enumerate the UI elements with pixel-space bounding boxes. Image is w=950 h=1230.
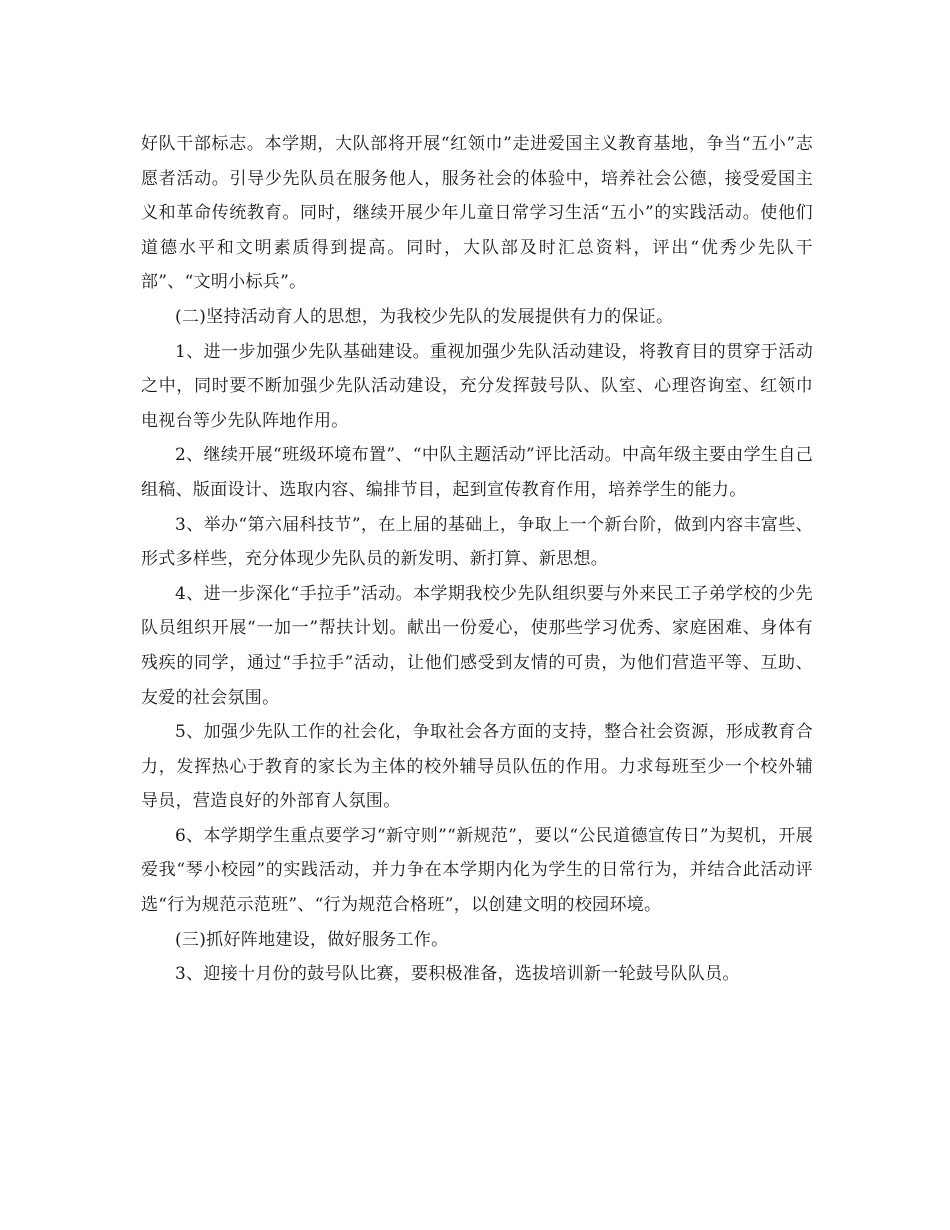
document-body xyxy=(141,127,813,992)
paragraph-continuation: 好队干部标志。本学期，大队部将开展“红领巾”走进爱国主义教育基地，争当“五小”志愿者活动。引导少先队员在服务他人，服务社会的体验中，培养社会公德，接受爱国主义和革命传统教育。同时，继续开展少年儿童日常学习生活“五小”的实践活动。使他们道德水平和文明素质得到提高。同时，大队部及时汇总资料，评出“优秀少先队干部”、“文明小标兵”。 xyxy=(141,134,813,293)
section-heading-3: (三)抓好阵地建设，做好服务工作。 xyxy=(175,929,449,950)
list-item-1: 1、进一步加强少先队基础建设。重视加强少先队活动建设，将教育目的贯穿于活动之中，同时要不断加强少先队活动建设，充分发挥鼓号队、队室、心理咨询室、红领巾电视台等少先队阵地作用。 xyxy=(141,341,813,431)
list-item-3: 3、举办“第六届科技节”，在上届的基础上，争取上一个新台阶，做到内容丰富些、形式多样些，充分体现少先队员的新发明、新打算、新思想。 xyxy=(141,514,813,570)
list-item-4: 4、进一步深化“手拉手”活动。本学期我校少先队组织要与外来民工子弟学校的少先队员组织开展“一加一”帮扶计划。献出一份爱心，使那些学习优秀、家庭困难、身体有残疾的同学，通过“手拉手”活动，让他们感受到友情的可贵，为他们营造平等、互助、友爱的社会氛围。 xyxy=(141,583,813,708)
list-item-6: 6、本学期学生重点要学习“新守则”“新规范”，要以“公民道德宣传日”为契机，开展爱我“琴小校园”的实践活动，并力争在本学期内化为学生的日常行为，并结合此活动评选“行为规范示范班”、“行为规范合格班”，以创建文明的校园环境。 xyxy=(141,825,813,916)
list-item-5: 5、加强少先队工作的社会化，争取社会各方面的支持，整合社会资源，形成教育合力，发挥热心于教育的家长为主体的校外辅导员队伍的作用。力求每班至少一个校外辅导员，营造良好的外部育人氛围。 xyxy=(141,722,813,812)
list-item-2: 2、继续开展“班级环境布置”、“中队主题活动”评比活动。中高年级主要由学生自己组稿、版面设计、选取内容、编排节目，起到宣传教育作用，培养学生的能力。 xyxy=(141,445,813,500)
section-heading-2: (二)坚持活动育人的思想，为我校少先队的发展提供有力的保证。 xyxy=(175,306,674,327)
list-item-3-section-3: 3、迎接十月份的鼓号队比赛，要积极准备，选拔培训新一轮鼓号队队员。 xyxy=(175,964,740,985)
